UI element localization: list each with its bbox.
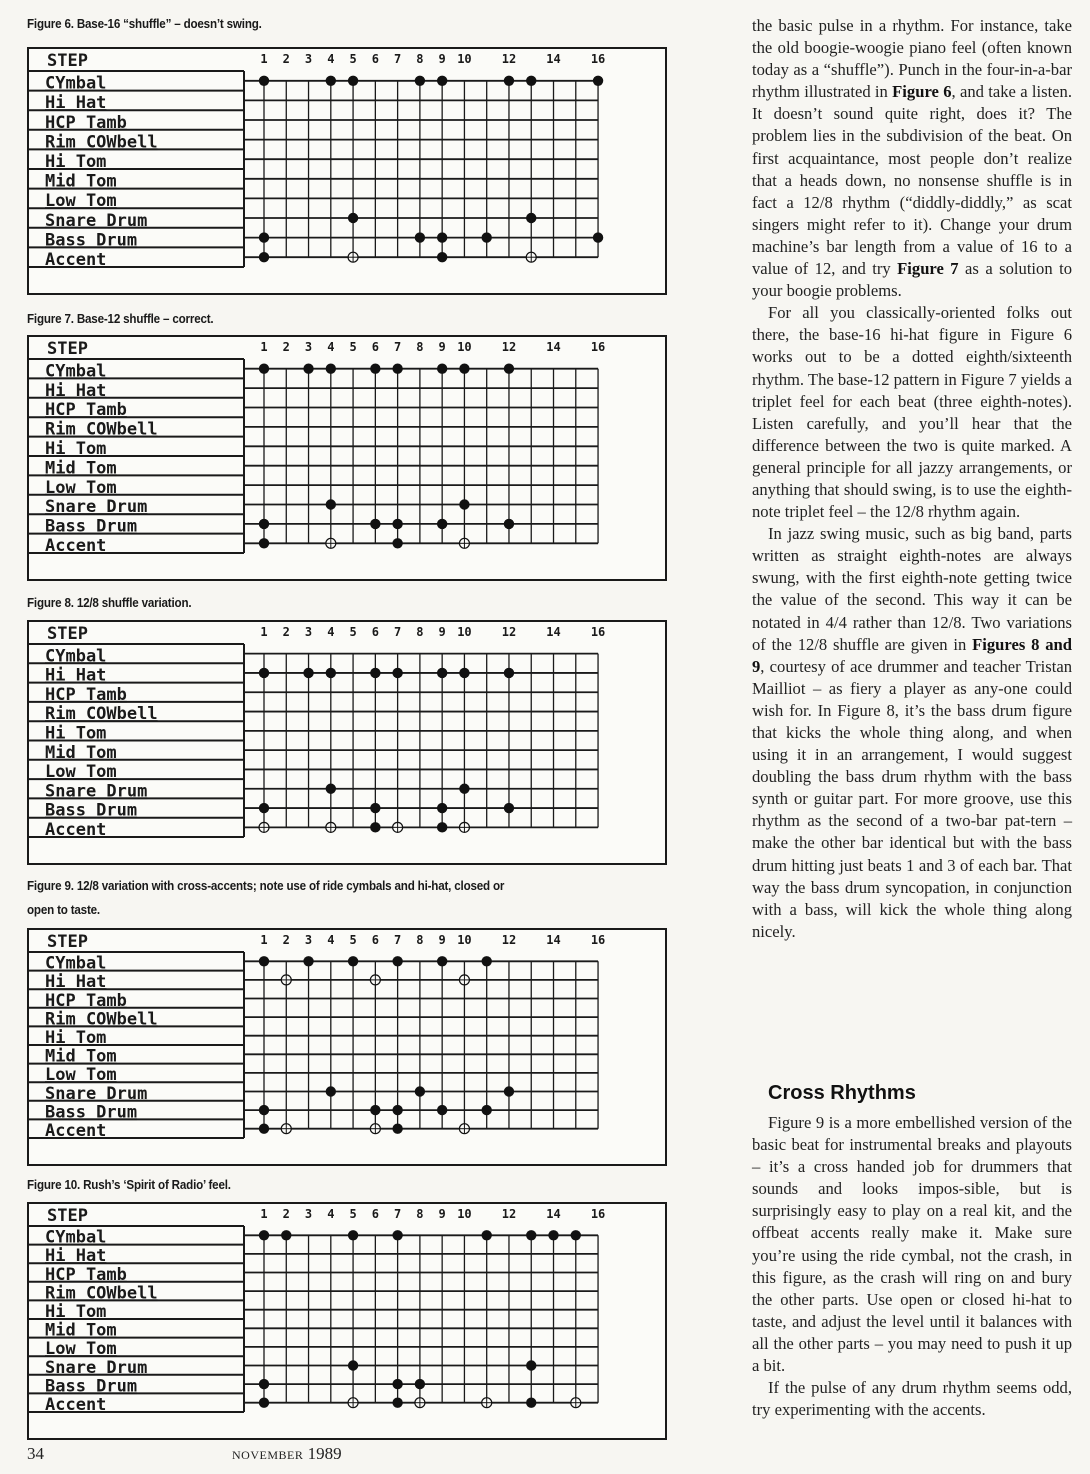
instrument-label-cymbal: CYmbal [45,361,107,382]
hit-filled-accent-step-7[interactable] [392,1398,402,1408]
step-number-label: 7 [394,340,402,354]
step-number-label: 8 [416,1207,424,1221]
hit-open-accent-step-11[interactable] [482,1398,492,1408]
step-number-label: 3 [304,1207,313,1221]
step-number-label: 5 [349,52,357,66]
step-number-label: 1 [260,52,268,66]
instrument-label-hi-tom: Hi Tom [45,152,107,172]
paragraph-4: Figure 9 is a more embellished version of the basic beat for instrumental breaks and playouts – it’s a cross handed job for drummers that sounds and looks impos-sible, but is surprisingly easy to play on a real kit, and the offbeat accents really make it. Make sure you’re using the ride cymbal, not the crash, in this figure, as the crash will ring on and bury the other parts. Use open or closed hi-hat to taste, and adjust the level until it balances with all the other parts – you may need to push it up a bit. [752,1113,1072,1376]
step-number-label: 3 [304,625,313,639]
hit-filled-cymbal-step-14[interactable] [548,1230,558,1240]
hit-filled-bass-drum-step-11[interactable] [482,1105,492,1115]
hit-filled-hi-hat-step-6[interactable] [370,668,380,678]
hit-filled-cymbal-step-11[interactable] [482,956,492,966]
issue-year: 1989 [307,1444,342,1463]
step-number-label: 8 [416,340,424,354]
hit-open-accent-step-10[interactable] [459,1124,469,1134]
hit-open-accent-step-1[interactable] [259,822,269,832]
hit-filled-bass-drum-step-6[interactable] [370,519,380,529]
instrument-label-snare-drum: Snare Drum [45,1357,148,1378]
hit-filled-hi-hat-step-10[interactable] [459,668,469,678]
instrument-label-mid-tom: Mid Tom [45,742,117,763]
step-number-label: 10 [457,1207,472,1221]
issue-month: NOVEMBER [232,1448,304,1462]
hit-filled-bass-drum-step-6[interactable] [370,803,380,813]
hit-filled-snare-drum-step-4[interactable] [326,784,336,794]
step-number-label: 12 [501,625,517,639]
hit-filled-bass-drum-step-9[interactable] [437,519,447,529]
hit-filled-cymbal-step-7[interactable] [392,1230,402,1240]
instrument-label-bass-drum: Bass Drum [45,516,138,537]
step-number-label: 6 [371,625,379,639]
hit-filled-snare-drum-step-5[interactable] [348,1360,358,1370]
instrument-label-snare-drum: Snare Drum [45,497,148,518]
step-number-label: 2 [282,52,290,66]
instrument-label-mid-tom: Mid Tom [45,171,117,192]
step-number-label: 9 [438,340,446,354]
hit-filled-bass-drum-step-7[interactable] [392,1105,402,1115]
instrument-label-accent: Accent [45,250,107,270]
step-number-label: 3 [304,933,313,947]
step-number-label: 10 [457,340,472,354]
hit-filled-cymbal-step-6[interactable] [370,364,380,374]
step-number-label: 7 [394,52,402,66]
hit-filled-cymbal-step-16[interactable] [593,76,603,86]
step-header: STEP [47,932,88,952]
hit-filled-hi-hat-step-12[interactable] [504,668,514,678]
hit-filled-cymbal-step-13[interactable] [526,76,536,86]
hit-filled-bass-drum-step-1[interactable] [259,519,269,529]
step-number-label: 14 [546,52,561,66]
instrument-label-accent: Accent [45,1395,107,1415]
hit-filled-snare-drum-step-12[interactable] [504,1086,514,1096]
instrument-label-hi-tom: Hi Tom [45,439,107,459]
hit-open-accent-step-10[interactable] [459,538,469,548]
hit-filled-cymbal-step-7[interactable] [392,364,402,374]
hit-filled-bass-drum-step-16[interactable] [593,232,603,242]
hit-filled-cymbal-step-1[interactable] [259,956,269,966]
step-number-label: 12 [501,340,517,354]
hit-filled-snare-drum-step-13[interactable] [526,1360,536,1370]
article-column-top [752,15,1072,943]
step-number-label: 4 [327,625,335,639]
hit-filled-bass-drum-step-12[interactable] [504,519,514,529]
hit-filled-bass-drum-step-6[interactable] [370,1105,380,1115]
step-number-label: 16 [590,933,606,947]
instrument-label-hcp-tamb: HCP Tamb [45,400,127,421]
instrument-label-bass-drum: Bass Drum [45,1102,138,1123]
drum-grid-svg [29,930,665,1164]
drum-grid-svg [29,49,665,293]
hit-open-accent-step-13[interactable] [526,252,536,262]
hit-filled-cymbal-step-9[interactable] [437,76,447,86]
step-number-label: 6 [371,933,379,947]
paragraph-1: the basic pulse in a rhythm. For instance, take the old boogie-woogie piano feel (often known today as a “shuffle”). Punch in the four-in-a-bar rhythm illustrated in Figure 6, and take a listen. It doesn’t sound quite right, does it? The problem lies in the subdivision of the beat. On first acquaintance, most people don’t realize that a heads down, no nonsense shuffle is in fact a 12/8 rhythm (“diddly-diddly,” as scat singers might refer to it). Change your drum machine’s bar length from a value of 16 to a value of 12, and try Figure 7 as a solution to your boogie problems. [752,16,1072,301]
instrument-label-hcp-tamb: HCP Tamb [45,684,127,705]
hit-filled-snare-drum-step-10[interactable] [459,499,469,509]
step-number-label: 14 [546,1207,561,1221]
figure-10-drum-grid [27,1202,667,1440]
hit-open-accent-step-5[interactable] [348,252,358,262]
hit-filled-cymbal-step-10[interactable] [459,364,469,374]
instrument-label-snare-drum: Snare Drum [45,781,148,802]
step-number-label: 16 [590,1207,606,1221]
instrument-label-hi-hat: Hi Hat [45,972,107,993]
hit-filled-bass-drum-step-1[interactable] [259,1105,269,1115]
step-number-label: 4 [327,1207,335,1221]
hit-filled-cymbal-step-2[interactable] [281,1230,291,1240]
step-number-label: 3 [304,52,313,66]
hit-filled-hi-hat-step-9[interactable] [437,668,447,678]
hit-filled-accent-step-1[interactable] [259,1124,269,1134]
step-number-label: 6 [371,1207,379,1221]
hit-open-accent-step-7[interactable] [393,822,403,832]
hit-filled-accent-step-9[interactable] [437,252,447,262]
step-number-label: 8 [416,52,424,66]
instrument-label-rim-cowbell: Rim COWbell [45,1283,158,1304]
instrument-label-cymbal: CYmbal [45,73,107,94]
hit-filled-hi-hat-step-7[interactable] [392,668,402,678]
hit-open-accent-step-8[interactable] [415,1398,425,1408]
instrument-label-bass-drum: Bass Drum [45,230,138,251]
hit-filled-cymbal-step-9[interactable] [437,956,447,966]
hit-filled-bass-drum-step-9[interactable] [437,803,447,813]
figure-6-caption: Figure 6. Base-16 “shuffle” – doesn’t swing. [27,17,262,31]
step-number-label: 6 [371,340,379,354]
hit-open-accent-step-5[interactable] [348,1398,358,1408]
step-header: STEP [47,339,88,359]
hit-open-accent-step-2[interactable] [281,1124,291,1134]
step-number-label: 9 [438,1207,446,1221]
instrument-label-mid-tom: Mid Tom [45,1320,117,1341]
hit-filled-snare-drum-step-8[interactable] [415,1086,425,1096]
hit-filled-bass-drum-step-7[interactable] [392,519,402,529]
instrument-label-accent: Accent [45,820,107,840]
step-number-label: 10 [457,625,472,639]
hit-filled-cymbal-step-13[interactable] [526,1230,536,1240]
step-number-label: 7 [394,625,402,639]
hit-open-hi-hat-step-6[interactable] [370,975,380,985]
figure-7-caption: Figure 7. Base-12 shuffle – correct. [27,312,214,326]
figure-8-caption: Figure 8. 12/8 shuffle variation. [27,596,192,610]
instrument-label-low-tom: Low Tom [45,1065,117,1086]
hit-filled-cymbal-step-1[interactable] [259,364,269,374]
step-number-label: 16 [590,52,606,66]
instrument-label-bass-drum: Bass Drum [45,1376,138,1397]
step-header: STEP [47,51,88,71]
hit-filled-cymbal-step-5[interactable] [348,956,358,966]
instrument-label-mid-tom: Mid Tom [45,458,117,479]
instrument-label-hi-tom: Hi Tom [45,1302,107,1322]
hit-filled-bass-drum-step-7[interactable] [392,1379,402,1389]
instrument-label-hi-tom: Hi Tom [45,1028,107,1048]
step-number-label: 14 [546,340,561,354]
step-number-label: 1 [260,625,268,639]
step-number-label: 5 [349,1207,357,1221]
hit-open-accent-step-4[interactable] [326,822,336,832]
hit-filled-accent-step-1[interactable] [259,1398,269,1408]
instrument-label-low-tom: Low Tom [45,762,117,783]
hit-filled-cymbal-step-1[interactable] [259,1230,269,1240]
hit-open-hi-hat-step-10[interactable] [459,975,469,985]
paragraph-2: For all you classically-oriented folks out there, the base-16 hi-hat figure in Figure 6 works out to be a dotted eighth/sixteenth rhythm. The base-12 pattern in Figure 7 yields a triplet feel for each beat (three eighth-notes). Listen carefully, and you’ll hear that the difference between the two is quite marked. A general principle for all jazzy arrangements, or anything that should swing, is to use the eighth-note triplet feel – the 12/8 rhythm again. [752,303,1072,522]
step-number-label: 10 [457,52,472,66]
hit-filled-snare-drum-step-13[interactable] [526,213,536,223]
step-header: STEP [47,624,88,644]
instrument-label-rim-cowbell: Rim COWbell [45,132,158,153]
hit-filled-cymbal-step-4[interactable] [326,76,336,86]
step-number-label: 1 [260,933,268,947]
figure-7-drum-grid [27,335,667,581]
hit-filled-bass-drum-step-9[interactable] [437,1105,447,1115]
hit-filled-accent-step-1[interactable] [259,252,269,262]
drum-grid-svg [29,622,665,863]
instrument-label-rim-cowbell: Rim COWbell [45,1009,158,1030]
step-number-label: 5 [349,340,357,354]
instrument-label-cymbal: CYmbal [45,953,107,974]
instrument-label-low-tom: Low Tom [45,191,117,212]
hit-filled-bass-drum-step-8[interactable] [415,232,425,242]
hit-filled-snare-drum-step-4[interactable] [326,1086,336,1096]
figure-6-drum-grid [27,47,667,295]
step-number-label: 10 [457,933,472,947]
hit-filled-bass-drum-step-1[interactable] [259,803,269,813]
step-number-label: 9 [438,933,446,947]
hit-filled-bass-drum-step-1[interactable] [259,232,269,242]
step-number-label: 7 [394,1207,402,1221]
step-number-label: 8 [416,933,424,947]
figure-7-ref: Figure 7 [897,259,959,279]
step-number-label: 2 [282,625,290,639]
step-header: STEP [47,1206,88,1226]
instrument-label-bass-drum: Bass Drum [45,800,138,821]
hit-filled-snare-drum-step-10[interactable] [459,784,469,794]
instrument-label-hi-hat: Hi Hat [45,1246,107,1267]
hit-open-accent-step-6[interactable] [370,1124,380,1134]
hit-filled-cymbal-step-12[interactable] [504,364,514,374]
hit-open-accent-step-4[interactable] [326,538,336,548]
instrument-label-hcp-tamb: HCP Tamb [45,990,127,1011]
step-number-label: 5 [349,933,357,947]
hit-filled-hi-hat-step-3[interactable] [303,668,313,678]
figure-9-caption-line2: open to taste. [27,903,100,917]
hit-filled-cymbal-step-8[interactable] [415,76,425,86]
hit-filled-cymbal-step-5[interactable] [348,76,358,86]
instrument-label-low-tom: Low Tom [45,1339,117,1360]
hit-filled-bass-drum-step-12[interactable] [504,803,514,813]
step-number-label: 12 [501,1207,517,1221]
step-number-label: 6 [371,52,379,66]
instrument-label-hcp-tamb: HCP Tamb [45,112,127,133]
hit-filled-cymbal-step-5[interactable] [348,1230,358,1240]
step-number-label: 8 [416,625,424,639]
hit-filled-accent-step-13[interactable] [526,1398,536,1408]
step-number-label: 3 [304,340,313,354]
hit-filled-cymbal-step-4[interactable] [326,364,336,374]
hit-open-hi-hat-step-2[interactable] [281,975,291,985]
hit-filled-accent-step-9[interactable] [437,822,447,832]
step-number-label: 16 [590,340,606,354]
step-number-label: 2 [282,1207,290,1221]
step-number-label: 5 [349,625,357,639]
step-number-label: 7 [394,933,402,947]
instrument-label-hcp-tamb: HCP Tamb [45,1264,127,1285]
figure-9-drum-grid [27,928,667,1166]
hit-filled-accent-step-7[interactable] [392,538,402,548]
instrument-label-hi-hat: Hi Hat [45,93,107,114]
paragraph-5: If the pulse of any drum rhythm seems odd, try experimenting with the accents. [752,1378,1072,1420]
hit-filled-cymbal-step-3[interactable] [303,956,313,966]
instrument-label-snare-drum: Snare Drum [45,1083,148,1104]
instrument-label-accent: Accent [45,1121,107,1141]
paragraph-3: In jazz swing music, such as big band, parts written as straight eighth-notes are always swung, with the first eighth-note getting twice the value of the second. This way it can be notated in 4/4 rather than 12/8. Two variations of the 12/8 shuffle are given in Figures 8 and 9, courtesy of ace drummer and teacher Tristan Mailliot – as fiery a player as any-one could wish for. In Figure 8, it’s the bass drum figure that kicks the whole thing along, and when using it in an arrangement, I would suggest doubling the bass drum rhythm with the bass synth or guitar part. For more groove, use this rhythm as the second of a two-bar pat-tern – make the other bar identical but with the bass drum hitting just beats 1 and 3 of each bar. That way the bass drum syncopation, in conjunction with a bass, will kick the whole thing along nicely. [752,524,1072,941]
instrument-label-hi-hat: Hi Hat [45,380,107,401]
drum-grid-svg [29,337,665,579]
instrument-label-cymbal: CYmbal [45,1227,107,1248]
step-number-label: 4 [327,933,335,947]
hit-filled-snare-drum-step-4[interactable] [326,499,336,509]
figures-8-9-ref: Figures 8 and 9 [752,634,1072,676]
figure-6-ref: Figure 6 [892,82,952,102]
instrument-label-snare-drum: Snare Drum [45,210,148,231]
step-number-label: 9 [438,625,446,639]
instrument-label-cymbal: CYmbal [45,646,107,667]
hit-filled-cymbal-step-3[interactable] [303,364,313,374]
issue-date [232,1444,342,1464]
step-number-label: 1 [260,1207,268,1221]
hit-filled-accent-step-1[interactable] [259,538,269,548]
instrument-label-accent: Accent [45,536,107,556]
instrument-label-rim-cowbell: Rim COWbell [45,704,158,725]
hit-filled-cymbal-step-15[interactable] [571,1230,581,1240]
drum-grid-svg [29,1204,665,1438]
step-number-label: 4 [327,340,335,354]
step-number-label: 14 [546,933,561,947]
hit-filled-bass-drum-step-9[interactable] [437,232,447,242]
hit-open-accent-step-15[interactable] [571,1398,581,1408]
hit-filled-cymbal-step-12[interactable] [504,76,514,86]
step-number-label: 2 [282,340,290,354]
instrument-label-hi-hat: Hi Hat [45,665,107,686]
hit-filled-bass-drum-step-11[interactable] [482,232,492,242]
step-number-label: 12 [501,933,517,947]
hit-filled-cymbal-step-11[interactable] [482,1230,492,1240]
hit-filled-accent-step-6[interactable] [370,822,380,832]
step-number-label: 12 [501,52,517,66]
hit-filled-hi-hat-step-4[interactable] [326,668,336,678]
hit-filled-snare-drum-step-5[interactable] [348,213,358,223]
step-number-label: 4 [327,52,335,66]
hit-filled-bass-drum-step-8[interactable] [415,1379,425,1389]
figure-10-caption: Figure 10. Rush’s ‘Spirit of Radio’ feel. [27,1178,231,1192]
hit-open-accent-step-10[interactable] [459,822,469,832]
step-number-label: 2 [282,933,290,947]
page-number: 34 [27,1444,44,1463]
step-number-label: 9 [438,52,446,66]
instrument-label-hi-tom: Hi Tom [45,723,107,744]
section-heading-cross-rhythms: Cross Rhythms [768,1082,916,1104]
hit-filled-accent-step-7[interactable] [392,1124,402,1134]
figure-9-caption: Figure 9. 12/8 variation with cross-accents; note use of ride cymbals and hi-hat, closed or [27,879,505,893]
instrument-label-low-tom: Low Tom [45,477,117,498]
instrument-label-mid-tom: Mid Tom [45,1046,117,1067]
hit-filled-cymbal-step-9[interactable] [437,364,447,374]
hit-filled-hi-hat-step-1[interactable] [259,668,269,678]
figure-8-drum-grid [27,620,667,865]
hit-filled-bass-drum-step-1[interactable] [259,1379,269,1389]
step-number-label: 16 [590,625,606,639]
hit-filled-cymbal-step-1[interactable] [259,76,269,86]
step-number-label: 14 [546,625,561,639]
hit-filled-cymbal-step-7[interactable] [392,956,402,966]
instrument-label-rim-cowbell: Rim COWbell [45,419,158,440]
step-number-label: 1 [260,340,268,354]
article-column-bottom [752,1112,1072,1421]
